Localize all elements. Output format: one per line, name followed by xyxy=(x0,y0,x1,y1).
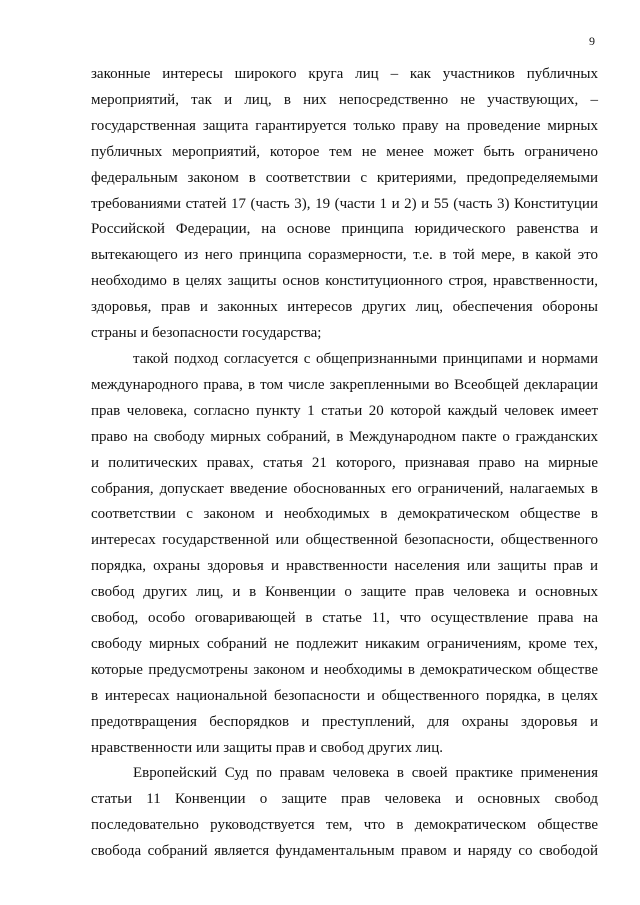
paragraph xyxy=(91,761,598,865)
text-line: свобода собраний является фундаментальным правом и наряду со свободой xyxy=(91,843,598,860)
text-line: право на свободу мирных собраний, в Международном пакте о гражданских xyxy=(91,428,598,445)
text-line: статьи 11 Конвенции о защите прав человека и основных свобод xyxy=(91,791,598,808)
text-line: в интересах национальной безопасности и общественного порядка, в целях xyxy=(91,687,598,704)
text-line: Российской Федерации, на основе принципа юридического равенства и xyxy=(91,221,598,238)
text-line: необходимо в целях защиты основ конституционного строя, нравственности, xyxy=(91,273,598,290)
text-line: порядка, охраны здоровья и нравственности населения или защиты прав и xyxy=(91,558,598,575)
paragraph xyxy=(91,347,598,762)
text-line: страны и безопасности государства; xyxy=(91,325,322,342)
page-number: 9 xyxy=(589,34,595,48)
paragraph xyxy=(91,62,598,347)
text-line: последовательно руководствуется тем, что в демократическом обществе xyxy=(91,817,598,834)
text-line: публичных мероприятий, которое тем не менее может быть ограничено xyxy=(91,143,598,160)
text-line: и политических правах, статья 21 которого, признавая право на мирные xyxy=(91,454,598,471)
text-line: соответствии с законом и необходимых в демократическом обществе в xyxy=(91,506,598,523)
text-line: прав человека, согласно пункту 1 статьи 20 которой каждый человек имеет xyxy=(91,402,598,419)
text-line: вытекающего из него принципа соразмерности, т.е. в той мере, в какой это xyxy=(91,247,598,264)
text-line: международного права, в том числе закрепленными во Всеобщей декларации xyxy=(91,376,598,393)
text-line: законные интересы широкого круга лиц – как участников публичных xyxy=(91,66,598,82)
text-line: свобод, особо оговаривающей в статье 11, что осуществление права на xyxy=(91,610,598,627)
text-line: нравственности или защиты прав и свобод других лиц. xyxy=(91,739,443,756)
text-line: предотвращения беспорядков и преступлений, для охраны здоровья и xyxy=(91,713,598,730)
document-body xyxy=(91,62,598,865)
text-line: Европейский Суд по правам человека в своей практике применения xyxy=(133,765,598,782)
text-line: свободу мирных собраний не подлежит никаким ограничениям, кроме тех, xyxy=(91,635,598,652)
text-line: федеральным законом в соответствии с критериями, предопределяемыми xyxy=(91,169,598,186)
text-line: интересах государственной или общественной безопасности, общественного xyxy=(91,532,598,549)
text-line: такой подход согласуется с общепризнанными принципами и нормами xyxy=(133,350,598,367)
text-line: государственная защита гарантируется только праву на проведение мирных xyxy=(91,117,598,134)
text-line: здоровья, прав и законных интересов других лиц, обеспечения обороны xyxy=(91,299,598,316)
text-line: свобод других лиц, и в Конвенции о защите прав человека и основных xyxy=(91,584,598,601)
text-line: которые предусмотрены законом и необходимы в демократическом обществе xyxy=(91,661,598,678)
text-line: требованиями статей 17 (часть 3), 19 (части 1 и 2) и 55 (часть 3) Конституции xyxy=(91,195,598,212)
text-line: собрания, допускает введение обоснованных его ограничений, налагаемых в xyxy=(91,480,598,497)
text-line: мероприятий, так и лиц, в них непосредственно не участвующих, – xyxy=(91,91,598,108)
